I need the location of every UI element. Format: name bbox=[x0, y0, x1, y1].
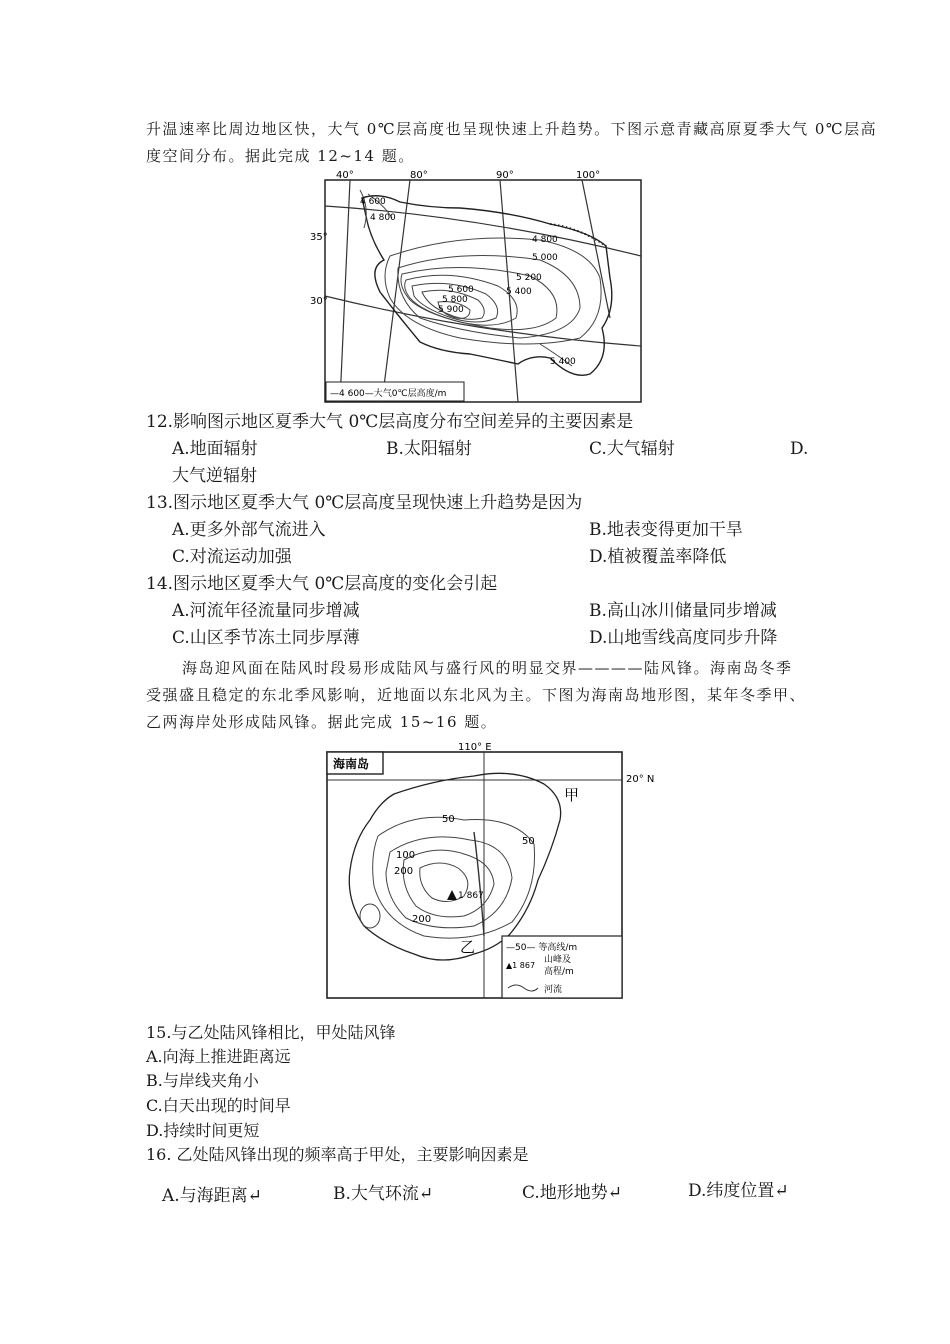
contour-label-5400b: 5 400 bbox=[550, 357, 576, 367]
lon-label-90: 90° bbox=[496, 170, 514, 181]
contour-label-5000: 5 000 bbox=[532, 253, 558, 263]
q12-stem: 12.影响图示地区夏季大气 0℃层高度分布空间差异的主要因素是 bbox=[146, 412, 634, 432]
legend-contour: —50— 等高线/m bbox=[506, 943, 578, 953]
map2-title: 海南岛 bbox=[333, 757, 370, 771]
lat-label-30: 30° bbox=[310, 296, 328, 307]
contour-label-200b: 200 bbox=[412, 914, 432, 925]
contour-label-50b: 50 bbox=[522, 836, 535, 847]
q15-option-a[interactable]: A.向海上推进距离远 bbox=[146, 1047, 291, 1066]
contour-label-5800: 5 800 bbox=[442, 295, 468, 305]
q16-option-b[interactable]: B.大气环流↵ bbox=[333, 1184, 434, 1204]
q16-option-c[interactable]: C.地形地势↵ bbox=[522, 1183, 623, 1203]
q15-option-d[interactable]: D.持续时间更短 bbox=[146, 1121, 260, 1140]
q14-stem: 14.图示地区夏季大气 0℃层高度的变化会引起 bbox=[146, 574, 498, 594]
contour-label-5600: 5 600 bbox=[448, 285, 474, 295]
label-yi: 乙 bbox=[460, 938, 476, 956]
q14-option-b[interactable]: B.高山冰川储量同步增减 bbox=[589, 601, 777, 621]
q15-option-b[interactable]: B.与岸线夹角小 bbox=[146, 1071, 259, 1090]
lon-label-110e: 110° E bbox=[458, 742, 492, 753]
contour-label-4800a: 4 800 bbox=[370, 213, 396, 223]
q12-option-d-text[interactable]: 大气逆辐射 bbox=[172, 466, 257, 486]
legend-peak-label2: 高程/m bbox=[544, 967, 574, 977]
contour-label-200a: 200 bbox=[394, 866, 414, 877]
q13-option-c[interactable]: C.对流运动加强 bbox=[172, 547, 292, 567]
q12-option-c[interactable]: C.大气辐射 bbox=[589, 439, 675, 459]
lat-label-35: 35° bbox=[310, 232, 328, 243]
q16-option-a[interactable]: A.与海距离↵ bbox=[162, 1186, 262, 1206]
intro-paragraph-1 bbox=[146, 116, 878, 170]
intro2-line3: 乙两海岸处形成陆风锋。据此完成 15~16 题。 bbox=[146, 713, 498, 731]
intro1-line1: 升温速率比周边地区快，大气 0℃层高度也呈现快速上升趋势。下图示意青藏高原夏季大气 0℃层高 bbox=[146, 120, 878, 138]
q14-option-c[interactable]: C.山区季节冻土同步厚薄 bbox=[172, 628, 360, 648]
q14-option-a[interactable]: A.河流年径流量同步增减 bbox=[172, 601, 360, 621]
q13-option-b[interactable]: B.地表变得更加干旱 bbox=[589, 520, 743, 540]
q12-option-b[interactable]: B.太阳辐射 bbox=[386, 439, 472, 459]
q16-option-d[interactable]: D.纬度位置↵ bbox=[688, 1181, 789, 1201]
legend-peak-value: ▲1 867 bbox=[506, 961, 536, 970]
contour-label-5400: 5 400 bbox=[506, 287, 532, 297]
q12-option-a[interactable]: A.地面辐射 bbox=[172, 439, 258, 459]
q16-stem: 16. 乙处陆风锋出现的频率高于甲处，主要影响因素是 bbox=[146, 1145, 529, 1164]
q13-stem: 13.图示地区夏季大气 0℃层高度呈现快速上升趋势是因为 bbox=[146, 493, 583, 513]
intro-paragraph-2 bbox=[146, 655, 811, 736]
contour-label-5900: 5 900 bbox=[438, 305, 464, 315]
contour-label-50a: 50 bbox=[442, 814, 455, 825]
contour-label-5200: 5 200 bbox=[516, 273, 542, 283]
q15-stem: 15.与乙处陆风锋相比，甲处陆风锋 bbox=[146, 1023, 396, 1042]
intro1-line2: 度空间分布。据此完成 12~14 题。 bbox=[146, 147, 415, 165]
legend-river: 河流 bbox=[544, 985, 563, 995]
q13-option-d[interactable]: D.植被覆盖率降低 bbox=[589, 547, 727, 567]
q13-option-a[interactable]: A.更多外部气流进入 bbox=[172, 520, 326, 540]
intro2-line2: 受强盛且稳定的东北季风影响，近地面以东北风为主。下图为海南岛地形图，某年冬季甲、 bbox=[146, 686, 807, 704]
hainan-terrain-map bbox=[324, 740, 664, 1002]
label-jia: 甲 bbox=[564, 786, 580, 804]
lon-label-80: 80° bbox=[410, 170, 428, 181]
q14-option-d[interactable]: D.山地雪线高度同步升降 bbox=[589, 628, 778, 648]
contour-label-4600: 4 600 bbox=[360, 197, 386, 207]
q12-option-d-prefix[interactable]: D. bbox=[790, 439, 809, 459]
legend-peak-label1: 山峰及 bbox=[544, 955, 572, 965]
q15-option-c[interactable]: C.白天出现的时间早 bbox=[146, 1096, 291, 1115]
lon-label-100: 100° bbox=[576, 170, 601, 181]
contour-label-4800b: 4 800 bbox=[532, 235, 558, 245]
tibet-0c-height-map bbox=[310, 168, 650, 404]
contour-label-100: 100 bbox=[396, 850, 416, 861]
lon-label-40: 40° bbox=[336, 170, 354, 181]
intro2-line1: 海岛迎风面在陆风时段易形成陆风与盛行风的明显交界————陆风锋。海南岛冬季 bbox=[182, 659, 793, 677]
map1-legend: —4 600—大气0℃层高度/m bbox=[330, 389, 447, 399]
lat-label-20n: 20° N bbox=[626, 774, 655, 785]
peak-label: 1 867 bbox=[458, 891, 484, 901]
